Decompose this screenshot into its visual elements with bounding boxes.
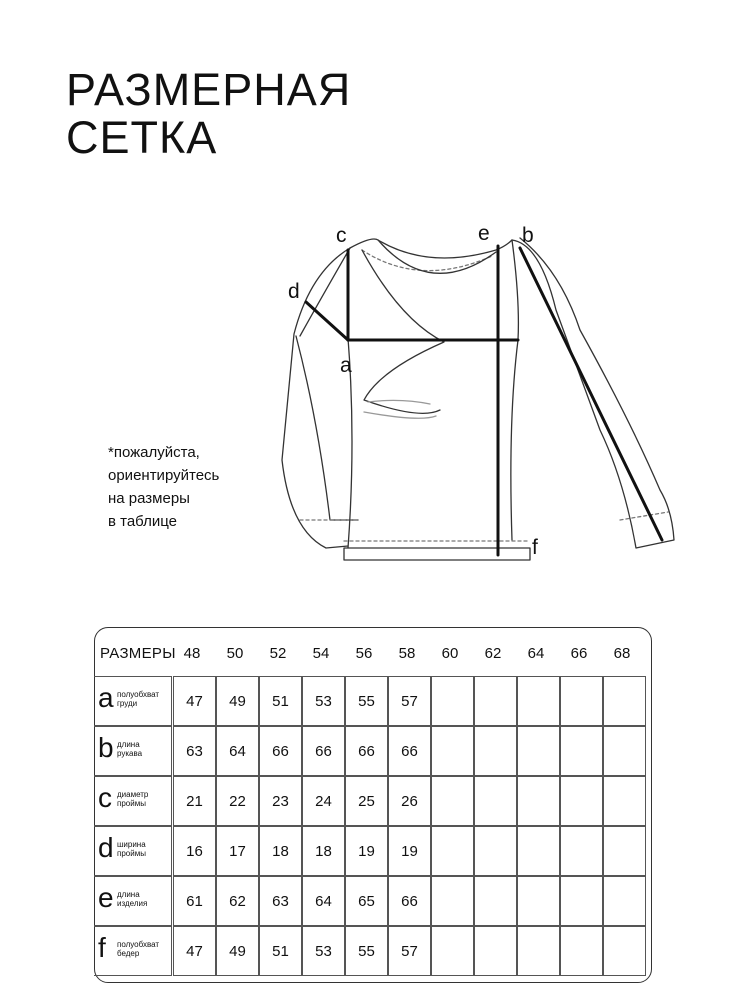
measure-name	[117, 740, 142, 758]
row-label	[94, 776, 172, 826]
measure-name-line: длина	[117, 890, 140, 899]
garment-outline	[282, 238, 674, 560]
table-cell	[474, 676, 517, 726]
table-cell	[560, 776, 603, 826]
size-header: 66	[570, 645, 588, 662]
table-cell: 21	[173, 776, 216, 826]
table-cell	[560, 926, 603, 976]
measure-letter: c	[98, 782, 112, 813]
table-cell	[517, 876, 560, 926]
size-header: 56	[355, 645, 373, 662]
row-label	[94, 876, 172, 926]
measure-letter: b	[98, 732, 114, 763]
measure-name	[117, 790, 148, 808]
row-label	[94, 676, 172, 726]
table-cell: 51	[259, 676, 302, 726]
table-cell	[560, 876, 603, 926]
table-cell: 16	[173, 826, 216, 876]
table-cell: 55	[345, 926, 388, 976]
table-cell: 53	[302, 676, 345, 726]
table-cell	[517, 676, 560, 726]
table-cell: 53	[302, 926, 345, 976]
table-cell: 19	[345, 826, 388, 876]
table-cell: 22	[216, 776, 259, 826]
table-cell: 47	[173, 676, 216, 726]
measure-name	[117, 690, 159, 708]
measure-name-line: ширина	[117, 840, 146, 849]
measure-name-line: рукава	[117, 749, 143, 758]
table-cell	[560, 676, 603, 726]
row-label	[94, 926, 172, 976]
label-c: c	[336, 224, 347, 247]
table-cell: 55	[345, 676, 388, 726]
measure-name-line: проймы	[117, 849, 146, 858]
table-cell	[431, 676, 474, 726]
note-line-2: ориентируйтесь	[108, 467, 220, 484]
note-line-4: в таблице	[108, 513, 177, 530]
table-cell	[603, 826, 646, 876]
table-cell	[603, 926, 646, 976]
size-header: 68	[613, 645, 631, 662]
table-cell: 49	[216, 676, 259, 726]
table-cell	[474, 926, 517, 976]
label-a: a	[340, 354, 352, 377]
note-line-1: *пожалуйста,	[108, 444, 200, 461]
measure-name	[117, 840, 146, 858]
table-cell	[517, 776, 560, 826]
measure-name-line: диаметр	[117, 790, 149, 799]
size-header: 62	[484, 645, 502, 662]
table-cell: 49	[216, 926, 259, 976]
table-cell: 63	[259, 876, 302, 926]
table-cell: 61	[173, 876, 216, 926]
table-cell: 66	[345, 726, 388, 776]
size-header: 58	[398, 645, 416, 662]
table-cell	[474, 826, 517, 876]
size-header: 64	[527, 645, 545, 662]
row-label	[94, 826, 172, 876]
table-row	[94, 876, 654, 922]
table-row	[94, 926, 654, 972]
measure-letter: e	[98, 882, 114, 913]
measure-name-line: изделия	[117, 899, 148, 908]
size-header: 60	[441, 645, 459, 662]
table-cell: 64	[302, 876, 345, 926]
measure-name-line: груди	[117, 699, 138, 708]
table-cell	[603, 776, 646, 826]
measure-line-b	[520, 248, 662, 540]
table-cell: 24	[302, 776, 345, 826]
table-cell: 25	[345, 776, 388, 826]
table-row	[94, 726, 654, 772]
table-cell	[431, 726, 474, 776]
table-cell	[560, 826, 603, 876]
table-cell: 65	[345, 876, 388, 926]
table-cell: 17	[216, 826, 259, 876]
sizes-header-label: РАЗМЕРЫ	[100, 645, 176, 662]
measure-name-line: проймы	[117, 799, 146, 808]
size-header: 52	[269, 645, 287, 662]
measure-letter: f	[98, 932, 106, 963]
table-row	[94, 826, 654, 872]
table-cell: 64	[216, 726, 259, 776]
table-cell	[603, 726, 646, 776]
table-cell: 66	[302, 726, 345, 776]
table-cell: 66	[259, 726, 302, 776]
table-cell: 47	[173, 926, 216, 976]
table-cell	[431, 926, 474, 976]
table-cell	[560, 726, 603, 776]
table-cell: 18	[302, 826, 345, 876]
measure-name-line: полуобхват	[117, 690, 160, 699]
table-cell	[431, 776, 474, 826]
table-cell: 51	[259, 926, 302, 976]
table-cell: 23	[259, 776, 302, 826]
table-row	[94, 776, 654, 822]
table-cell	[474, 876, 517, 926]
size-header: 50	[226, 645, 244, 662]
measure-name-line: полуобхват	[117, 940, 160, 949]
table-cell	[517, 926, 560, 976]
label-f: f	[532, 536, 538, 559]
row-label	[94, 726, 172, 776]
size-table-header	[94, 633, 652, 675]
table-cell: 19	[388, 826, 431, 876]
size-header: 54	[312, 645, 330, 662]
measure-letter: d	[98, 832, 114, 863]
table-cell	[474, 726, 517, 776]
note-line-3: на размеры	[108, 490, 190, 507]
measure-letter: a	[98, 682, 114, 713]
table-cell	[603, 676, 646, 726]
title-line-2: СЕТКА	[66, 112, 218, 163]
measure-name-line: бедер	[117, 949, 140, 958]
measure-name	[117, 940, 159, 958]
measurement-lines	[306, 246, 662, 555]
table-cell: 57	[388, 676, 431, 726]
table-cell: 66	[388, 726, 431, 776]
measure-name-line: длина	[117, 740, 140, 749]
table-cell	[431, 826, 474, 876]
table-cell: 63	[173, 726, 216, 776]
table-cell	[517, 726, 560, 776]
title-line-1: РАЗМЕРНАЯ	[66, 64, 352, 115]
table-row	[94, 676, 654, 722]
table-cell	[603, 876, 646, 926]
table-cell: 66	[388, 876, 431, 926]
table-cell	[474, 776, 517, 826]
table-cell: 18	[259, 826, 302, 876]
table-cell	[431, 876, 474, 926]
label-d: d	[288, 280, 300, 303]
measure-name	[117, 890, 147, 908]
table-cell	[517, 826, 560, 876]
table-cell: 26	[388, 776, 431, 826]
label-b: b	[522, 224, 534, 247]
table-cell: 62	[216, 876, 259, 926]
table-cell: 57	[388, 926, 431, 976]
label-e: e	[478, 222, 490, 245]
size-header: 48	[183, 645, 201, 662]
measure-line-d	[306, 302, 348, 340]
